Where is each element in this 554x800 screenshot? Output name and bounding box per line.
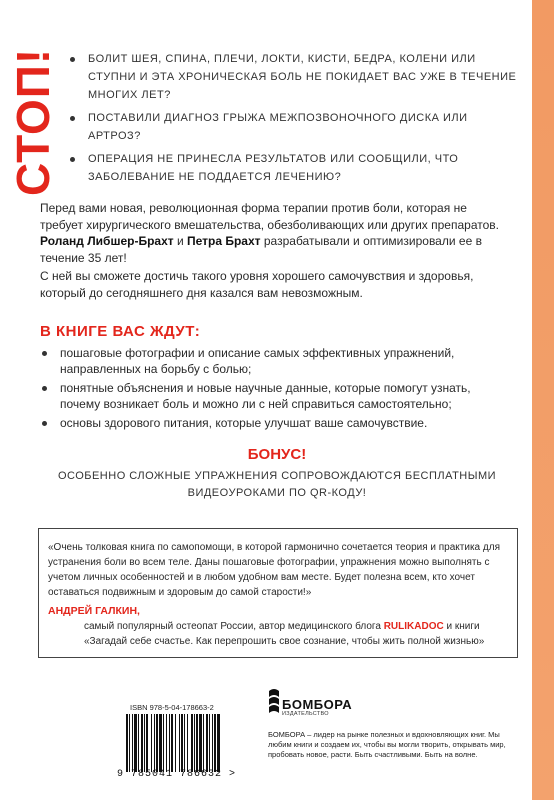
bullet-icon: [70, 116, 75, 121]
publisher-name: БОМБОРА: [282, 697, 353, 712]
intro-paragraph-1: [40, 200, 510, 266]
intro-and: и: [173, 234, 187, 248]
bonus-text: ОСОБЕННО СЛОЖНЫЕ УПРАЖНЕНИЯ СОПРОВОЖДАЮТСЯ БЕСПЛАТНЫМИ ВИДЕОУРОКАМИ ПО QR-КОДУ!: [57, 470, 497, 499]
quote-text: «Очень толковая книга по самопомощи, в которой гармонично сочетается теория и практика для устранения боли во всем теле. Даны пошаговые фотографии, упражнения можно выполнять с учетом личных особенностей и в любом удобном вам месте. Будет полезна всем, кто хочет оставаться подвижным и здоровым до самой старости!»: [48, 542, 500, 598]
intro-p1-end: разрабатывали и оптимизировали ее в течение 35 лет!: [40, 234, 482, 265]
awaits-list: [42, 345, 512, 434]
awaits-heading: В КНИГЕ ВАС ЖДУТ:: [40, 323, 201, 340]
bullet-icon: [70, 57, 75, 62]
quote-author: АНДРЕЙ ГАЛКИН,: [48, 605, 140, 617]
awaits-item: [42, 415, 512, 431]
question-text: БОЛИТ ШЕЯ, СПИНА, ПЛЕЧИ, ЛОКТИ, КИСТИ, БЕДРА, КОЛЕНИ ИЛИ СТУПНИ И ЭТА ХРОНИЧЕСКАЯ БОЛЬ НЕ ПОКИДАЕТ ВАС УЖЕ В ТЕЧЕНИЕ МНОГИХ ЛЕТ?: [88, 53, 517, 101]
questions-list: [70, 50, 520, 191]
awaits-text: основы здорового питания, которые улучшат ваше самочувствие.: [60, 416, 428, 430]
publisher-description: БОМБОРА – лидер на рынке полезных и вдохновляющих книг. Мы любим книги и создаем их, чтобы вы могли творить, открывать мир, пробовать новое, расти. Быть счастливыми. Быть на волне.: [268, 730, 506, 759]
question-text: ПОСТАВИЛИ ДИАГНОЗ ГРЫЖА МЕЖПОЗВОНОЧНОГО ДИСКА ИЛИ АРТРОЗ?: [88, 112, 468, 142]
bullet-icon: [70, 157, 75, 162]
barcode-digits: 9 785041 786632 >: [117, 769, 237, 780]
intro-p1-start: Перед вами новая, революционная форма терапии против боли, которая не требует хирургического вмешательства, обезболивающих или других препаратов.: [40, 201, 499, 232]
quote-author-description: [84, 619, 504, 649]
publisher-subtitle: ИЗДАТЕЛЬСТВО: [282, 711, 329, 717]
awaits-item: [42, 345, 512, 377]
question-text: ОПЕРАЦИЯ НЕ ПРИНЕСЛА РЕЗУЛЬТАТОВ ИЛИ СООБЩИЛИ, ЧТО ЗАБОЛЕВАНИЕ НЕ ПОДДАЕТСЯ ЛЕЧЕНИЮ?: [88, 153, 459, 183]
intro-paragraph-2: С ней вы сможете достичь такого уровня хорошего самочувствия и здоровья, который до сегодняшнего дня казался вам невозможным.: [40, 269, 474, 300]
awaits-text: понятные объяснения и новые научные данные, которые помогут узнать, почему возникает боль и можно ли с ней справиться самостоятельно;: [60, 381, 471, 411]
quote-desc-start: самый популярный остеопат России, автор медицинского блога: [84, 621, 384, 632]
awaits-item: [42, 380, 512, 412]
blog-name: RULIKADOC: [383, 621, 444, 632]
author-name-1: Роланд Либшер-Брахт: [40, 234, 174, 248]
spine-stripe: [532, 0, 554, 800]
question-item: [70, 109, 520, 145]
intro-text: [40, 200, 510, 303]
bullet-icon: [42, 351, 47, 356]
isbn-text: ISBN 978-5-04-178663-2: [130, 703, 214, 712]
author-name-2: Петра Брахт: [187, 234, 261, 248]
bullet-icon: [42, 421, 47, 426]
question-item: [70, 50, 520, 104]
bullet-icon: [42, 386, 47, 391]
awaits-text: пошаговые фотографии и описание самых эффективных упражнений, направленных на борьбу с болью;: [60, 346, 455, 376]
question-item: [70, 150, 520, 186]
quote-box: [38, 520, 518, 660]
stop-heading: СТОП!: [7, 47, 59, 196]
bonus-heading: БОНУС!: [247, 446, 307, 463]
barcode-icon: [126, 714, 246, 772]
wave-logo-icon: [268, 687, 280, 715]
quote-desc-end: и книги «Загадай себе счастье. Как перепрошить свое сознание, чтобы жить полной жизнью»: [84, 621, 485, 647]
